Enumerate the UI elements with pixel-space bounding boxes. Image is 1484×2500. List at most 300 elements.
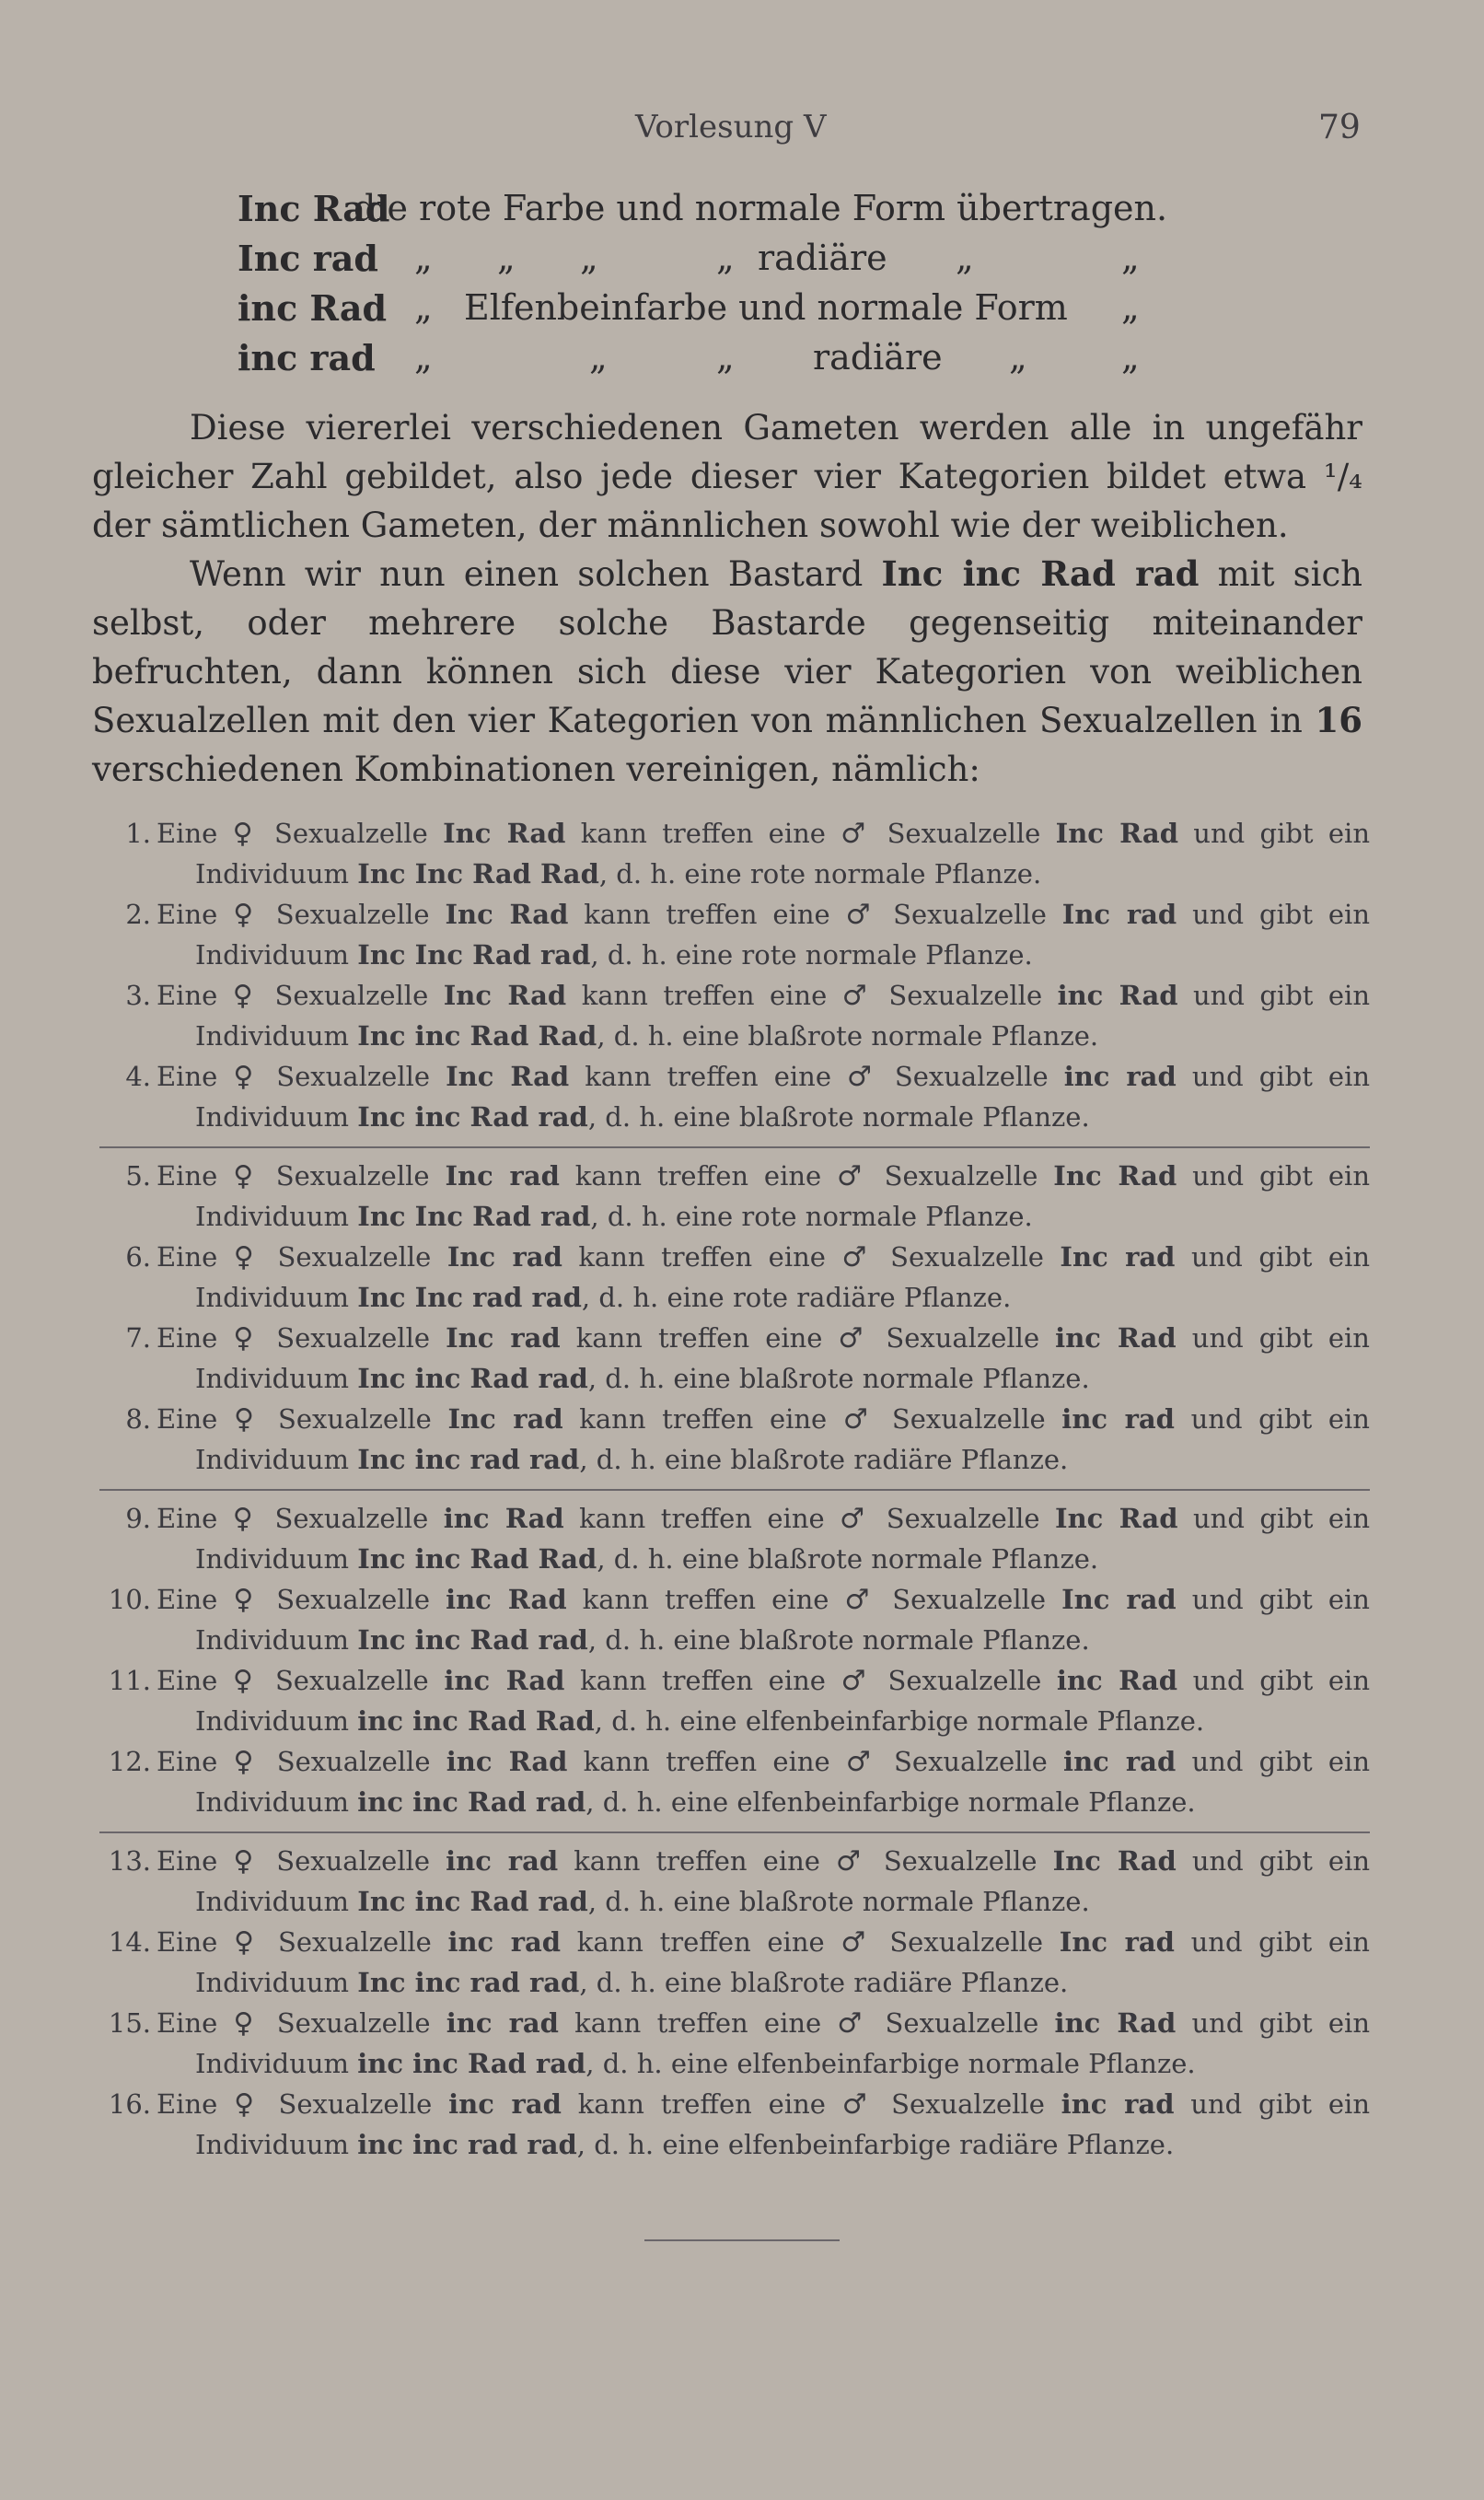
word-sexualzelle: Sexualzelle bbox=[278, 2088, 433, 2120]
word-individuum: Individuum bbox=[195, 1201, 350, 1232]
female-symbol: ♀ bbox=[233, 1061, 261, 1093]
word-individuum: Individuum bbox=[195, 1444, 350, 1475]
item-line-2: Individuum inc inc Rad rad, d. h. eine elfenbeinfarbige normale Pflanze. bbox=[195, 2048, 1196, 2079]
word-sexualzelle: Sexualzelle bbox=[276, 1584, 431, 1615]
combination-item bbox=[99, 1061, 1370, 1142]
female-symbol: ♀ bbox=[233, 1403, 262, 1436]
female-symbol: ♀ bbox=[233, 899, 261, 931]
gamete-code: inc rad bbox=[238, 337, 376, 378]
ditto-mark: „ bbox=[414, 287, 433, 328]
combination-item bbox=[99, 1926, 1370, 2007]
male-gamete: Inc Rad bbox=[1053, 1160, 1177, 1192]
individual-genotype: Inc inc Rad Rad bbox=[357, 1020, 597, 1052]
individual-genotype: Inc Inc rad rad bbox=[357, 1282, 582, 1313]
individual-genotype: inc inc Rad Rad bbox=[357, 1705, 595, 1737]
individual-genotype: Inc inc Rad rad bbox=[357, 1363, 588, 1394]
paragraph bbox=[92, 550, 1362, 794]
female-gamete: inc rad bbox=[446, 2007, 559, 2039]
phenotype: blaßrote normale Pflanze. bbox=[738, 1363, 1090, 1394]
paragraph bbox=[92, 403, 1362, 550]
combination-item bbox=[99, 1845, 1370, 1926]
word-dh: d. h. eine bbox=[602, 1786, 729, 1818]
female-gamete: inc Rad bbox=[443, 1503, 564, 1534]
item-line-2: Individuum Inc Inc Rad Rad, d. h. eine rote normale Pflanze. bbox=[195, 858, 1042, 890]
item-number: 1. bbox=[125, 818, 151, 849]
female-symbol: ♀ bbox=[233, 1926, 262, 1959]
group-separator bbox=[99, 1142, 1370, 1160]
word-sexualzelle: Sexualzelle bbox=[887, 818, 1041, 849]
item-number: 10. bbox=[108, 1584, 151, 1615]
phenotype: elfenbeinfarbige normale Pflanze. bbox=[736, 2048, 1196, 2079]
item-line-2: Individuum Inc Inc Rad rad, d. h. eine rote normale Pflanze. bbox=[195, 939, 1033, 971]
male-symbol: ♂ bbox=[844, 1584, 877, 1616]
phenotype: rote normale Pflanze. bbox=[741, 1201, 1033, 1232]
word-dh: d. h. eine bbox=[607, 939, 734, 971]
word-kann-treffen: kann treffen eine bbox=[578, 1241, 826, 1273]
separator-line bbox=[99, 1831, 1370, 1833]
ditto-mark: „ bbox=[1009, 337, 1027, 378]
item-line-1 bbox=[157, 1845, 1370, 1878]
ditto-mark: „ bbox=[1121, 238, 1140, 278]
item-line-1 bbox=[157, 1061, 1370, 1093]
word-sexualzelle: Sexualzelle bbox=[278, 1926, 432, 1958]
word-sexualzelle: Sexualzelle bbox=[274, 1665, 429, 1696]
male-symbol: ♂ bbox=[842, 1403, 876, 1436]
male-gamete: inc rad bbox=[1061, 2088, 1175, 2120]
word-sexualzelle: Sexualzelle bbox=[883, 1845, 1038, 1877]
word-und-gibt: und gibt ein bbox=[1190, 2088, 1370, 2120]
item-line-1 bbox=[157, 980, 1370, 1012]
combination-item bbox=[99, 1584, 1370, 1665]
word-und-gibt: und gibt ein bbox=[1192, 899, 1371, 930]
item-line-2: Individuum Inc inc Rad rad, d. h. eine blaßrote normale Pflanze. bbox=[195, 1624, 1090, 1656]
male-symbol: ♂ bbox=[837, 2007, 870, 2040]
phenotype: blaßrote normale Pflanze. bbox=[748, 1543, 1099, 1575]
phenotype: blaßrote normale Pflanze. bbox=[748, 1020, 1099, 1052]
male-symbol: ♂ bbox=[841, 1665, 873, 1697]
separator-line bbox=[99, 1489, 1370, 1491]
word-eine: Eine bbox=[157, 980, 218, 1011]
word-und-gibt: und gibt ein bbox=[1191, 1322, 1370, 1354]
female-gamete: Inc Rad bbox=[445, 899, 569, 930]
individual-genotype: Inc inc rad rad bbox=[357, 1967, 580, 1998]
item-line-1 bbox=[157, 1503, 1370, 1535]
word-individuum: Individuum bbox=[195, 1886, 350, 1917]
word-dh: d. h. eine bbox=[611, 1705, 737, 1737]
word-dh: d. h. eine bbox=[613, 1020, 740, 1052]
bastard-genotype: Inc inc Rad rad bbox=[881, 553, 1200, 594]
combination-item bbox=[99, 980, 1370, 1061]
word-eine: Eine bbox=[157, 1584, 218, 1615]
item-number: 13. bbox=[108, 1845, 151, 1877]
word-kann-treffen: kann treffen eine bbox=[575, 1322, 823, 1354]
word-sexualzelle: Sexualzelle bbox=[886, 1503, 1040, 1534]
individual-genotype: Inc Inc Rad rad bbox=[357, 939, 591, 971]
word-sexualzelle: Sexualzelle bbox=[892, 1584, 1047, 1615]
female-gamete: Inc Rad bbox=[443, 980, 567, 1011]
word-individuum: Individuum bbox=[195, 1786, 350, 1818]
male-gamete: inc rad bbox=[1063, 1061, 1177, 1092]
word-dh: d. h. eine bbox=[607, 1201, 734, 1232]
running-header bbox=[0, 109, 1484, 155]
word-eine: Eine bbox=[157, 1665, 218, 1696]
ditto-mark: „ bbox=[414, 337, 433, 378]
item-number: 4. bbox=[125, 1061, 151, 1092]
combination-list bbox=[99, 818, 1370, 2169]
word-individuum: Individuum bbox=[195, 939, 350, 971]
female-gamete: Inc rad bbox=[446, 1322, 561, 1354]
word-kann-treffen: kann treffen eine bbox=[574, 2007, 822, 2039]
word-und-gibt: und gibt ein bbox=[1193, 818, 1370, 849]
word-dh: d. h. eine bbox=[605, 1363, 731, 1394]
female-symbol: ♀ bbox=[232, 980, 260, 1012]
gamete-code: Inc rad bbox=[238, 238, 378, 279]
female-gamete: inc Rad bbox=[444, 1665, 565, 1696]
individual-genotype: Inc inc Rad rad bbox=[357, 1886, 588, 1917]
word-individuum: Individuum bbox=[195, 1624, 350, 1656]
word-kann-treffen: kann treffen eine bbox=[580, 1665, 826, 1696]
word-eine: Eine bbox=[157, 1926, 218, 1958]
item-line-2: Individuum inc inc rad rad, d. h. eine elfenbeinfarbige radiäre Pflanze. bbox=[195, 2129, 1175, 2160]
female-symbol: ♀ bbox=[233, 1241, 262, 1273]
word-und-gibt: und gibt ein bbox=[1191, 2007, 1370, 2039]
item-number: 12. bbox=[108, 1746, 151, 1777]
female-symbol: ♀ bbox=[232, 1503, 260, 1535]
item-number: 16. bbox=[108, 2088, 151, 2120]
word-und-gibt: und gibt ein bbox=[1190, 1241, 1371, 1273]
phenotype: elfenbeinfarbige radiäre Pflanze. bbox=[727, 2129, 1175, 2160]
word-sexualzelle: Sexualzelle bbox=[278, 1403, 432, 1435]
end-rule bbox=[644, 2239, 840, 2241]
ditto-mark: „ bbox=[497, 238, 516, 278]
combination-item bbox=[99, 1241, 1370, 1322]
word-eine: Eine bbox=[157, 1845, 218, 1877]
combination-item bbox=[99, 1503, 1370, 1584]
word-dh: d. h. eine bbox=[596, 1967, 723, 1998]
combination-item bbox=[99, 1322, 1370, 1403]
ditto-mark: „ bbox=[1121, 287, 1140, 328]
item-number: 5. bbox=[125, 1160, 151, 1192]
word-kann-treffen: kann treffen eine bbox=[581, 980, 828, 1011]
word-eine: Eine bbox=[157, 1746, 218, 1777]
male-symbol: ♂ bbox=[838, 1322, 871, 1355]
ditto-mark: „ bbox=[1121, 337, 1140, 378]
individual-genotype: Inc inc Rad rad bbox=[357, 1101, 588, 1133]
word-sexualzelle: Sexualzelle bbox=[891, 1403, 1046, 1435]
male-symbol: ♂ bbox=[841, 1926, 874, 1959]
phenotype: blaßrote normale Pflanze. bbox=[738, 1886, 1090, 1917]
male-symbol: ♂ bbox=[841, 980, 874, 1012]
female-gamete: Inc Rad bbox=[443, 818, 566, 849]
word-dh: d. h. eine bbox=[605, 1101, 731, 1133]
word-individuum: Individuum bbox=[195, 2048, 350, 2079]
individual-genotype: inc inc rad rad bbox=[357, 2129, 577, 2160]
male-symbol: ♂ bbox=[841, 2088, 875, 2121]
word-eine: Eine bbox=[157, 1241, 218, 1273]
male-gamete: Inc Rad bbox=[1052, 1845, 1177, 1877]
word-individuum: Individuum bbox=[195, 1020, 350, 1052]
word-sexualzelle: Sexualzelle bbox=[274, 1503, 429, 1534]
item-line-1 bbox=[157, 1241, 1370, 1273]
word-sexualzelle: Sexualzelle bbox=[885, 2007, 1039, 2039]
female-symbol: ♀ bbox=[233, 1746, 261, 1778]
item-number: 3. bbox=[125, 980, 151, 1011]
word-sexualzelle: Sexualzelle bbox=[275, 1160, 430, 1192]
gamete-row bbox=[238, 188, 1287, 238]
gamete-table bbox=[238, 188, 1287, 387]
individual-genotype: Inc inc Rad Rad bbox=[357, 1543, 597, 1575]
word-sexualzelle: Sexualzelle bbox=[276, 1061, 431, 1092]
female-symbol: ♀ bbox=[234, 2088, 262, 2121]
group-separator bbox=[99, 1484, 1370, 1503]
female-symbol: ♀ bbox=[233, 2007, 261, 2040]
male-symbol: ♂ bbox=[845, 899, 878, 931]
word-kann-treffen: kann treffen eine bbox=[576, 1926, 825, 1958]
word-eine: Eine bbox=[157, 1403, 218, 1435]
phenotype: blaßrote normale Pflanze. bbox=[738, 1101, 1090, 1133]
item-line-2: Individuum inc inc Rad Rad, d. h. eine elfenbeinfarbige normale Pflanze. bbox=[195, 1705, 1205, 1737]
gamete-description: radiäre bbox=[758, 238, 887, 278]
item-number: 8. bbox=[125, 1403, 151, 1435]
female-gamete: inc Rad bbox=[446, 1584, 567, 1615]
ditto-mark: „ bbox=[956, 238, 974, 278]
item-line-1 bbox=[157, 2088, 1370, 2121]
word-dh: d. h. eine bbox=[598, 1282, 725, 1313]
item-line-2: Individuum inc inc Rad rad, d. h. eine elfenbeinfarbige normale Pflanze. bbox=[195, 1786, 1196, 1818]
male-gamete: inc Rad bbox=[1056, 1665, 1178, 1696]
male-symbol: ♂ bbox=[847, 1061, 879, 1093]
word-individuum: Individuum bbox=[195, 1282, 350, 1313]
word-individuum: Individuum bbox=[195, 2129, 350, 2160]
phenotype: blaßrote radiäre Pflanze. bbox=[730, 1967, 1069, 1998]
item-number: 2. bbox=[125, 899, 151, 930]
female-gamete: inc Rad bbox=[446, 1746, 568, 1777]
female-gamete: inc rad bbox=[446, 1845, 559, 1877]
ditto-mark: „ bbox=[716, 337, 735, 378]
word-sexualzelle: Sexualzelle bbox=[888, 980, 1043, 1011]
male-gamete: inc rad bbox=[1063, 1746, 1177, 1777]
male-symbol: ♂ bbox=[836, 1845, 868, 1878]
phenotype: rote normale Pflanze. bbox=[741, 939, 1033, 971]
word-eine: Eine bbox=[157, 899, 218, 930]
word-kann-treffen: kann treffen eine bbox=[577, 2088, 826, 2120]
word-eine: Eine bbox=[157, 2088, 218, 2120]
phenotype: blaßrote radiäre Pflanze. bbox=[730, 1444, 1069, 1475]
item-line-1 bbox=[157, 1665, 1370, 1697]
female-gamete: Inc rad bbox=[446, 1241, 562, 1273]
female-gamete: inc rad bbox=[448, 2088, 562, 2120]
individual-genotype: Inc Inc Rad rad bbox=[357, 1201, 591, 1232]
word-sexualzelle: Sexualzelle bbox=[276, 1845, 431, 1877]
ditto-mark: „ bbox=[589, 337, 608, 378]
item-line-2: Individuum Inc inc Rad rad, d. h. eine blaßrote normale Pflanze. bbox=[195, 1886, 1090, 1917]
item-line-2: Individuum Inc inc Rad Rad, d. h. eine blaßrote normale Pflanze. bbox=[195, 1543, 1099, 1575]
female-symbol: ♀ bbox=[233, 1845, 261, 1878]
word-kann-treffen: kann treffen eine bbox=[579, 1403, 828, 1435]
word-eine: Eine bbox=[157, 2007, 218, 2039]
word-individuum: Individuum bbox=[195, 1101, 350, 1133]
word-kann-treffen: kann treffen eine bbox=[579, 1503, 825, 1534]
word-und-gibt: und gibt ein bbox=[1192, 1665, 1370, 1696]
item-line-2: Individuum Inc Inc rad rad, d. h. eine rote radiäre Pflanze. bbox=[195, 1282, 1012, 1313]
word-dh: d. h. eine bbox=[616, 858, 742, 890]
word-kann-treffen: kann treffen eine bbox=[583, 1746, 830, 1777]
combination-count: 16 bbox=[1315, 700, 1362, 740]
text-run: Wenn wir nun einen solchen Bastard bbox=[190, 554, 882, 594]
word-sexualzelle: Sexualzelle bbox=[886, 1322, 1040, 1354]
word-und-gibt: und gibt ein bbox=[1191, 1845, 1371, 1877]
word-dh: d. h. eine bbox=[596, 1444, 723, 1475]
ditto-mark: „ bbox=[580, 238, 598, 278]
word-und-gibt: und gibt ein bbox=[1192, 1503, 1371, 1534]
male-symbol: ♂ bbox=[837, 1160, 869, 1192]
male-gamete: inc Rad bbox=[1054, 2007, 1177, 2039]
word-eine: Eine bbox=[157, 818, 218, 849]
phenotype: blaßrote normale Pflanze. bbox=[738, 1624, 1090, 1656]
item-line-1 bbox=[157, 818, 1370, 850]
male-gamete: Inc Rad bbox=[1055, 818, 1178, 849]
combination-item bbox=[99, 2007, 1370, 2088]
combination-item bbox=[99, 1665, 1370, 1746]
word-sexualzelle: Sexualzelle bbox=[277, 1241, 432, 1273]
item-line-1 bbox=[157, 899, 1370, 931]
male-gamete: Inc rad bbox=[1059, 1926, 1175, 1958]
male-gamete: Inc rad bbox=[1061, 1584, 1177, 1615]
word-sexualzelle: Sexualzelle bbox=[889, 1926, 1044, 1958]
word-dh: d. h. eine bbox=[613, 1543, 740, 1575]
item-line-1 bbox=[157, 1926, 1370, 1959]
word-kann-treffen: kann treffen eine bbox=[584, 899, 830, 930]
male-symbol: ♂ bbox=[841, 818, 873, 850]
word-und-gibt: und gibt ein bbox=[1190, 1403, 1370, 1435]
item-line-2: Individuum Inc inc Rad rad, d. h. eine blaßrote normale Pflanze. bbox=[195, 1363, 1090, 1394]
gamete-description: radiäre bbox=[813, 337, 943, 378]
individual-genotype: Inc inc rad rad bbox=[357, 1444, 580, 1475]
word-individuum: Individuum bbox=[195, 1967, 350, 1998]
word-sexualzelle: Sexualzelle bbox=[894, 1746, 1048, 1777]
item-line-2: Individuum Inc inc Rad Rad, d. h. eine blaßrote normale Pflanze. bbox=[195, 1020, 1099, 1052]
male-symbol: ♂ bbox=[841, 1241, 875, 1273]
gamete-row bbox=[238, 238, 1287, 287]
gamete-description: Elfenbeinfarbe und normale Form bbox=[464, 287, 1068, 328]
word-sexualzelle: Sexualzelle bbox=[276, 1322, 431, 1354]
item-number: 9. bbox=[125, 1503, 151, 1534]
group-separator bbox=[99, 1827, 1370, 1845]
item-line-1 bbox=[157, 2007, 1370, 2040]
male-gamete: Inc Rad bbox=[1055, 1503, 1178, 1534]
page-number: 79 bbox=[1318, 109, 1361, 146]
male-gamete: inc Rad bbox=[1057, 980, 1178, 1011]
female-gamete: inc rad bbox=[447, 1926, 562, 1958]
word-sexualzelle: Sexualzelle bbox=[273, 818, 428, 849]
word-eine: Eine bbox=[157, 1061, 218, 1092]
text-run: mit sich selbst, oder mehrere solche Bastarde gegenseitig miteinander befruchten, dann können sich diese vier Kategorien von weiblichen Sexualzellen mit den vier Kategorien von männlichen Sexualzellen in bbox=[92, 554, 1362, 740]
male-gamete: inc rad bbox=[1061, 1403, 1175, 1435]
phenotype: elfenbeinfarbige normale Pflanze. bbox=[736, 1786, 1196, 1818]
female-gamete: Inc rad bbox=[447, 1403, 563, 1435]
combination-item bbox=[99, 1403, 1370, 1484]
female-gamete: Inc Rad bbox=[446, 1061, 570, 1092]
female-symbol: ♀ bbox=[232, 818, 260, 850]
item-line-1 bbox=[157, 1160, 1370, 1192]
gamete-row bbox=[238, 337, 1287, 387]
word-individuum: Individuum bbox=[195, 1705, 350, 1737]
item-line-1 bbox=[157, 1403, 1370, 1436]
individual-genotype: inc inc Rad rad bbox=[357, 2048, 586, 2079]
word-und-gibt: und gibt ein bbox=[1191, 1061, 1371, 1092]
paragraph-text: Diese viererlei verschiedenen Gameten werden alle in ungefähr gleicher Zahl gebildet, also jede dieser vier Kategorien bildet etwa ¹/₄ der sämtlichen Gameten, der männlichen sowohl wie der weiblichen. bbox=[92, 408, 1362, 545]
item-line-2: Individuum Inc inc rad rad, d. h. eine blaßrote radiäre Pflanze. bbox=[195, 1444, 1069, 1475]
combination-item bbox=[99, 899, 1370, 980]
phenotype: elfenbeinfarbige normale Pflanze. bbox=[745, 1705, 1205, 1737]
phenotype: rote radiäre Pflanze. bbox=[732, 1282, 1012, 1313]
combination-item bbox=[99, 2088, 1370, 2169]
individual-genotype: inc inc Rad rad bbox=[357, 1786, 586, 1818]
gamete-code: inc Rad bbox=[238, 287, 388, 329]
word-kann-treffen: kann treffen eine bbox=[574, 1845, 820, 1877]
gamete-code: Inc Rad bbox=[238, 188, 390, 229]
gamete-row bbox=[238, 287, 1287, 337]
item-line-2: Individuum Inc inc Rad rad, d. h. eine blaßrote normale Pflanze. bbox=[195, 1101, 1090, 1133]
male-gamete: Inc rad bbox=[1061, 899, 1177, 930]
item-number: 6. bbox=[125, 1241, 151, 1273]
item-number: 15. bbox=[108, 2007, 151, 2039]
word-dh: d. h. eine bbox=[602, 2048, 729, 2079]
word-sexualzelle: Sexualzelle bbox=[893, 899, 1047, 930]
word-sexualzelle: Sexualzelle bbox=[884, 1160, 1038, 1192]
word-sexualzelle: Sexualzelle bbox=[887, 1665, 1042, 1696]
word-eine: Eine bbox=[157, 1322, 218, 1354]
female-symbol: ♀ bbox=[232, 1665, 261, 1697]
item-line-1 bbox=[157, 1584, 1370, 1616]
male-gamete: Inc rad bbox=[1060, 1241, 1176, 1273]
word-kann-treffen: kann treffen eine bbox=[580, 818, 826, 849]
combination-item bbox=[99, 1746, 1370, 1827]
word-sexualzelle: Sexualzelle bbox=[274, 980, 429, 1011]
text-run: verschiedenen Kombinationen vereinigen, nämlich: bbox=[92, 750, 980, 789]
word-dh: d. h. eine bbox=[605, 1624, 731, 1656]
word-kann-treffen: kann treffen eine bbox=[582, 1584, 829, 1615]
word-kann-treffen: kann treffen eine bbox=[585, 1061, 831, 1092]
chapter-title: Vorlesung V bbox=[635, 109, 827, 145]
female-symbol: ♀ bbox=[233, 1160, 261, 1192]
word-kann-treffen: kann treffen eine bbox=[574, 1160, 822, 1192]
female-symbol: ♀ bbox=[233, 1584, 261, 1616]
word-individuum: Individuum bbox=[195, 1543, 350, 1575]
individual-genotype: Inc inc Rad rad bbox=[357, 1624, 588, 1656]
female-symbol: ♀ bbox=[233, 1322, 261, 1355]
word-sexualzelle: Sexualzelle bbox=[894, 1061, 1049, 1092]
word-und-gibt: und gibt ein bbox=[1191, 1746, 1370, 1777]
male-symbol: ♂ bbox=[845, 1746, 878, 1778]
male-gamete: inc Rad bbox=[1055, 1322, 1177, 1354]
item-number: 14. bbox=[108, 1926, 151, 1958]
word-eine: Eine bbox=[157, 1160, 218, 1192]
word-dh: d. h. eine bbox=[594, 2129, 720, 2160]
word-eine: Eine bbox=[157, 1503, 218, 1534]
phenotype: rote normale Pflanze. bbox=[749, 858, 1042, 890]
word-individuum: Individuum bbox=[195, 858, 350, 890]
ditto-mark: „ bbox=[716, 238, 735, 278]
item-line-2: Individuum Inc Inc Rad rad, d. h. eine rote normale Pflanze. bbox=[195, 1201, 1033, 1232]
word-und-gibt: und gibt ein bbox=[1192, 1160, 1371, 1192]
female-gamete: Inc rad bbox=[445, 1160, 560, 1192]
word-und-gibt: und gibt ein bbox=[1190, 1926, 1370, 1958]
word-und-gibt: und gibt ein bbox=[1192, 980, 1371, 1011]
combination-item bbox=[99, 818, 1370, 899]
word-sexualzelle: Sexualzelle bbox=[276, 1746, 431, 1777]
word-sexualzelle: Sexualzelle bbox=[890, 1241, 1044, 1273]
